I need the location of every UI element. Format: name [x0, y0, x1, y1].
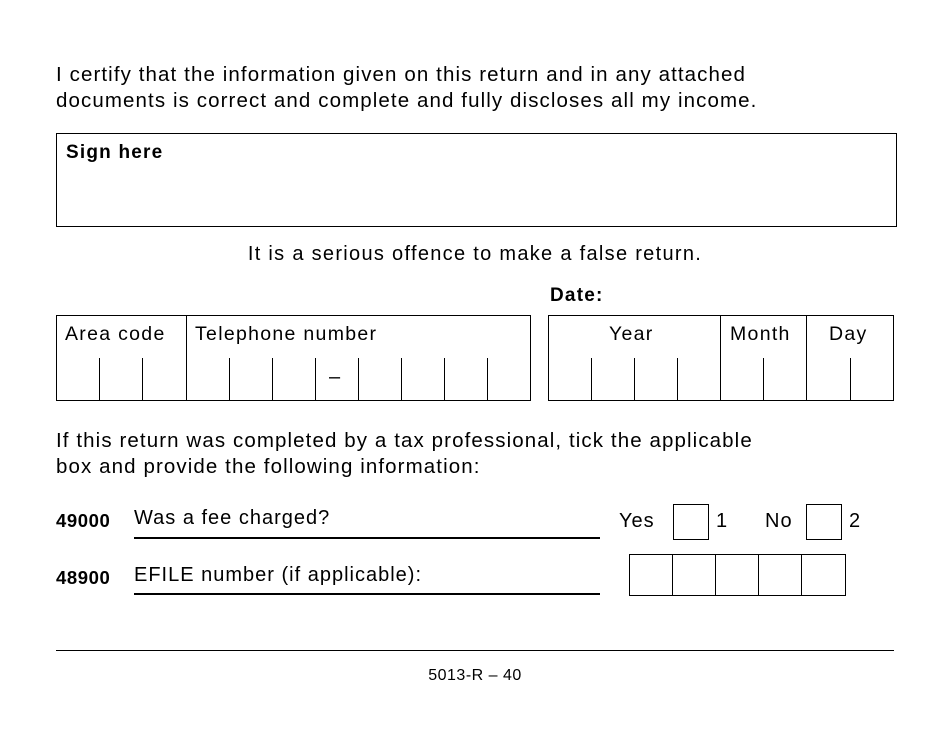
fee-no-value: 2: [849, 510, 862, 532]
area-code-label: Area code: [65, 323, 166, 345]
telephone-number-input[interactable]: [187, 358, 529, 400]
false-return-warning: It is a serious offence to make a false return.: [247, 243, 703, 265]
efile-underline: [134, 593, 600, 595]
date-field-group: [548, 315, 894, 401]
fee-yes-value: 1: [716, 510, 729, 532]
fee-question: Was a fee charged?: [134, 507, 331, 529]
efile-cell-divider: [758, 555, 759, 595]
fee-underline: [134, 537, 600, 539]
year-input[interactable]: [549, 358, 720, 400]
certification-statement: [56, 62, 757, 114]
efile-cell-divider: [672, 555, 673, 595]
telephone-field-group: [56, 315, 531, 401]
day-label: Day: [829, 323, 868, 345]
area-code-input[interactable]: [57, 358, 186, 400]
fee-no-checkbox[interactable]: [806, 504, 842, 540]
certification-line-1: I certify that the information given on this return and in any attached: [56, 63, 747, 86]
fee-no-label: No: [765, 510, 793, 532]
fee-yes-checkbox[interactable]: [673, 504, 709, 540]
month-input[interactable]: [721, 358, 806, 400]
tax-professional-line-2: box and provide the following information:: [56, 455, 481, 478]
efile-number-input[interactable]: [629, 554, 846, 596]
certification-line-2: documents is correct and complete and fully discloses all my income.: [56, 89, 758, 112]
month-label: Month: [730, 323, 791, 345]
efile-cell-divider: [801, 555, 802, 595]
date-label: Date:: [550, 285, 604, 306]
efile-label: EFILE number (if applicable):: [134, 564, 423, 586]
tax-professional-instruction: [56, 428, 753, 480]
signature-label: Sign here: [66, 142, 164, 163]
telephone-number-label: Telephone number: [195, 323, 378, 345]
efile-line-code: 48900: [56, 567, 111, 588]
year-label: Year: [609, 323, 654, 345]
footer-rule: [56, 650, 894, 651]
tax-professional-line-1: If this return was completed by a tax professional, tick the applicable: [56, 429, 753, 452]
page-reference: 5013-R – 40: [428, 667, 522, 684]
fee-yes-label: Yes: [619, 510, 655, 532]
day-input[interactable]: [807, 358, 892, 400]
signature-field[interactable]: [56, 133, 897, 227]
phone-separator: –: [329, 366, 341, 388]
fee-line-code: 49000: [56, 510, 111, 531]
efile-cell-divider: [715, 555, 716, 595]
